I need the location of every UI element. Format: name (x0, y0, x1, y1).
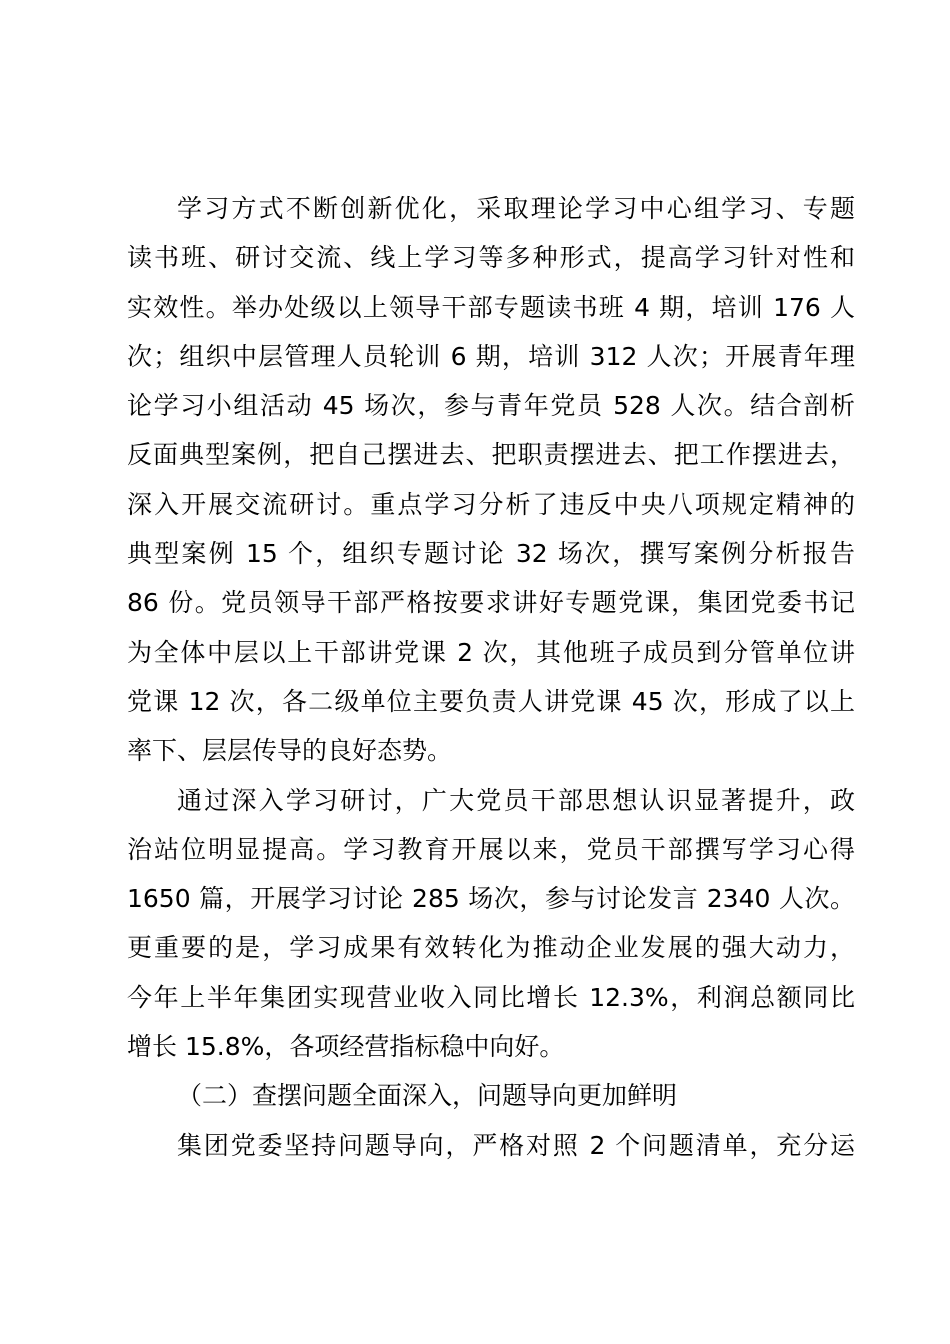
paragraph-line: 集团党委坚持问题导向，严格对照 2 个问题清单，充分运 (177, 1130, 855, 1160)
paragraph-3 (127, 1121, 855, 1170)
paragraph-line: 治站位明显提高。学习教育开展以来，党员干部撰写学习心得 (127, 834, 855, 864)
paragraph-line: 1650 篇，开展学习讨论 285 场次，参与讨论发言 2340 人次。 (127, 884, 855, 914)
paragraph-line: 学习方式不断创新优化，采取理论学习中心组学习、专题 (177, 194, 855, 223)
paragraph-line: 86 份。党员领导干部严格按要求讲好专题党课，集团党委书记 (127, 588, 855, 618)
section-heading (127, 1071, 855, 1120)
paragraph-1 (127, 184, 855, 776)
paragraph-line: 反面典型案例，把自己摆进去、把职责摆进去、把工作摆进去， (127, 440, 855, 470)
paragraph-line: 读书班、研讨交流、线上学习等多种形式，提高学习针对性和 (127, 243, 855, 273)
paragraph-line: 实效性。举办处级以上领导干部专题读书班 4 期，培训 176 人 (127, 292, 855, 322)
paragraph-line: 党课 12 次，各二级单位主要负责人讲党课 45 次，形成了以上 (127, 686, 855, 716)
paragraph-line: 更重要的是，学习成果有效转化为推动企业发展的强大动力， (127, 933, 855, 963)
paragraph-line: 率下、层层传导的良好态势。 (127, 736, 453, 766)
document-page (127, 184, 855, 1170)
paragraph-2 (127, 776, 855, 1072)
paragraph-line: 通过深入学习研讨，广大党员干部思想认识显著提升，政 (177, 785, 855, 815)
paragraph-line: 论学习小组活动 45 场次，参与青年党员 528 人次。结合剖析 (127, 391, 855, 421)
section-heading-text: （二）查摆问题全面深入，问题导向更加鲜明 (177, 1081, 678, 1111)
paragraph-line: 次；组织中层管理人员轮训 6 期，培训 312 人次；开展青年理 (127, 341, 855, 371)
paragraph-line: 为全体中层以上干部讲党课 2 次，其他班子成员到分管单位讲 (127, 637, 855, 667)
paragraph-line: 典型案例 15 个，组织专题讨论 32 场次，撰写案例分析报告 (127, 539, 855, 569)
paragraph-line: 深入开展交流研讨。重点学习分析了违反中央八项规定精神的 (127, 489, 855, 519)
paragraph-line: 增长 15.8%，各项经营指标稳中向好。 (127, 1032, 565, 1062)
paragraph-line: 今年上半年集团实现营业收入同比增长 12.3%，利润总额同比 (127, 982, 855, 1012)
